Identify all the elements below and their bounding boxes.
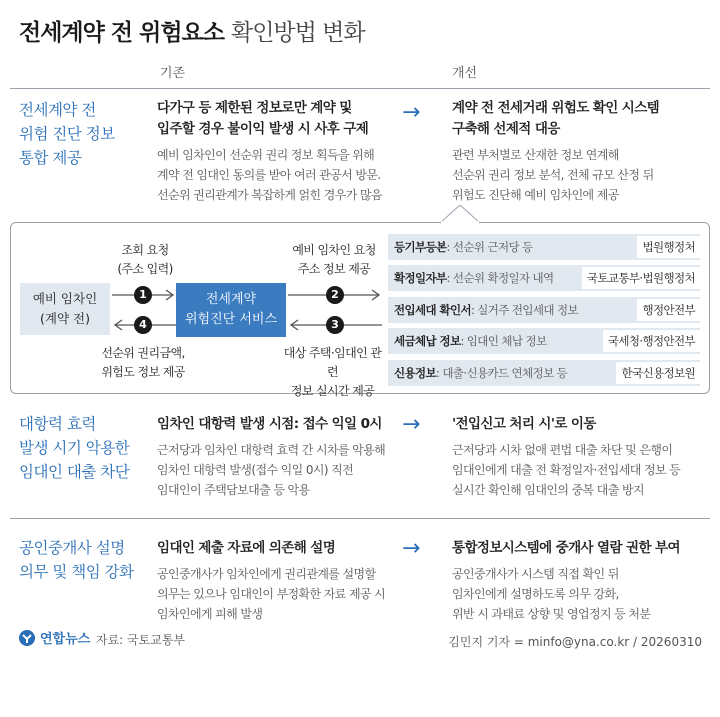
section2-title-line: 임대인 대출 차단: [19, 463, 130, 481]
section2-title-line: 대항력 효력: [19, 415, 96, 433]
section2-before-heading: [157, 414, 382, 435]
service-box: [176, 283, 286, 337]
arrow-right-icon: →: [402, 412, 421, 437]
section3-after-heading: [452, 538, 680, 559]
notch-cover: [441, 221, 479, 224]
section1-before-heading: [157, 98, 368, 140]
source-org: 행정안전부: [637, 299, 700, 321]
text-line: 임대인에게 대출 전 확정일자·전입세대 정보 등: [452, 463, 681, 477]
text-line: 관련 부처별로 산재한 정보 연계해: [452, 148, 619, 162]
text-line: 의무는 있으나 임대인이 부정확한 자료 제공 시: [157, 587, 386, 601]
text-line: 임대인이 주택담보대출 등 악용: [157, 483, 310, 497]
section2-title-line: 발생 시기 악용한: [19, 439, 130, 457]
section1-after-body: [452, 145, 654, 205]
author-credit: 김민지 기자 = minfo@yna.co.kr / 20260310: [448, 635, 702, 649]
text-line: 위험진단 서비스: [184, 312, 278, 327]
source-org: 국토교통부·법원행정처: [582, 267, 700, 289]
source-name: 전입세대 확인서: [394, 303, 471, 317]
section2-before-body: [157, 440, 385, 500]
section1-after-heading: [452, 98, 659, 140]
source-name: 등기부등본: [394, 240, 447, 254]
text-line: 구축해 선제적 대응: [452, 121, 560, 137]
step4-label: [88, 344, 198, 382]
text-line: 실시간 확인해 임대인의 중복 대출 방지: [452, 483, 644, 497]
source-row: [388, 360, 700, 386]
source-row: [388, 234, 700, 260]
section3-title-line: 공인중개사 설명: [19, 539, 125, 557]
source-desc: : 선순위 확정일자 내역: [446, 271, 554, 285]
text-line: 임차인에게 피해 발생: [157, 607, 263, 621]
section3-title-line: 의무 및 책임 강화: [19, 563, 134, 581]
text-line: 계약 전 전세거래 위험도 확인 시스템: [452, 100, 660, 116]
text-line: 임차인 대항력 발생(접수 익일 0시) 직전: [157, 463, 354, 477]
text-line: 선순위 권리 정보 분석, 전체 규모 산정 뒤: [452, 168, 654, 182]
section3-before-body: [157, 564, 385, 624]
source-name: 확정일자부: [394, 271, 447, 285]
column-header-before: 기존: [160, 66, 186, 81]
section3-after-body: [452, 564, 650, 624]
section2-after-body: [452, 440, 680, 500]
text-line: 정보 실시간 제공: [290, 384, 375, 398]
source-desc: : 실거주 전입세대 정보: [470, 303, 578, 317]
text-line: 선순위 권리금액,: [101, 346, 185, 360]
source-row: [388, 297, 700, 323]
text-line: 위험도 정보 제공: [101, 365, 185, 379]
source-org: 법원행정처: [637, 236, 700, 258]
text-line: 예비 임차인: [32, 291, 98, 306]
yonhap-logo: [18, 628, 90, 647]
source-desc: : 임대인 체납 정보: [460, 334, 547, 348]
source-desc: : 대출·신용카드 연체정보 등: [436, 366, 568, 380]
text-line: 전세계약: [205, 292, 257, 307]
text-line: (주소 입력): [117, 262, 173, 276]
section2-after-heading: [452, 414, 596, 435]
step2-label: [284, 241, 384, 279]
text-line: 임대인 제출 자료에 의존해 설명: [157, 540, 336, 556]
step3-number: 3: [326, 316, 344, 334]
section3-before-heading: [157, 538, 335, 559]
section1-before-body: [157, 145, 382, 205]
source-credit: 자료: 국토교통부: [96, 633, 186, 647]
source-org: 한국신용정보원: [616, 362, 700, 384]
text-line: 다가구 등 제한된 정보로만 계약 및: [157, 100, 352, 116]
section3-title: [19, 536, 134, 584]
text-line: 근저당과 임차인 대항력 효력 간 시차를 악용해: [157, 443, 386, 457]
section1-title-line: 위험 진단 정보: [19, 125, 115, 143]
text-line: 통합정보시스템에 중개사 열람 권한 부여: [452, 540, 680, 556]
column-header-after: 개선: [452, 66, 478, 81]
text-line: 대상 주택·임대인 관련: [283, 346, 382, 379]
text-line: 위험도 진단해 예비 임차인에 제공: [452, 188, 619, 202]
title-light: 확인방법 변화: [231, 20, 365, 46]
tenant-box: [20, 283, 110, 335]
text-line: (계약 전): [40, 311, 90, 326]
text-line: 입주할 경우 불이익 발생 시 사후 구제: [157, 121, 369, 137]
text-line: 주소 정보 제공: [297, 262, 371, 276]
arrow-right-icon: →: [402, 100, 421, 125]
page-title: [19, 14, 365, 47]
section2-title: [19, 412, 129, 484]
step2-number: 2: [326, 286, 344, 304]
text-line: 예비 임차인 요청: [292, 243, 376, 257]
source-desc: : 선순위 근저당 등: [446, 240, 533, 254]
divider: [10, 518, 710, 519]
yonhap-logo-icon: [18, 629, 36, 647]
section1-title-line: 전세계약 전: [19, 101, 96, 119]
text-line: 예비 임차인이 선순위 권리 정보 획득을 위해: [157, 148, 375, 162]
arrow-right-icon: →: [402, 536, 421, 561]
text-line: 조회 요청: [121, 243, 169, 257]
text-line: 근저당과 시차 없애 편법 대출 차단 및 은행이: [452, 443, 673, 457]
step1-label: [100, 241, 190, 279]
logo-text: 연합뉴스: [40, 632, 91, 647]
text-line: '전입신고 처리 시'로 이동: [452, 416, 596, 432]
source-name: 세금체납 정보: [394, 334, 461, 348]
text-line: 위반 시 과태료 상향 및 영업정지 등 처분: [452, 607, 651, 621]
divider: [10, 88, 710, 89]
text-line: 선순위 권리관계가 복잡하게 얽힌 경우가 많음: [157, 188, 382, 202]
source-name: 신용정보: [394, 366, 437, 380]
text-line: 임차인에게 설명하도록 의무 강화,: [452, 587, 619, 601]
text-line: 계약 전 임대인 동의를 받아 여러 관공서 방문.: [157, 168, 381, 182]
text-line: 공인중개사가 임차인에게 권리관계를 설명할: [157, 567, 376, 581]
source-org: 국세청·행정안전부: [603, 330, 700, 352]
section1-title: [19, 98, 115, 170]
step1-number: 1: [134, 286, 152, 304]
text-line: 공인중개사가 시스템 직접 확인 뒤: [452, 567, 619, 581]
source-row: [388, 265, 700, 291]
text-line: 임차인 대항력 발생 시점: 접수 익일 0시: [157, 416, 382, 432]
section1-title-line: 통합 제공: [19, 149, 82, 167]
title-bold: 전세계약 전 위험요소: [19, 20, 224, 46]
step3-label: [280, 344, 385, 401]
source-row: [388, 328, 700, 354]
step4-number: 4: [134, 316, 152, 334]
